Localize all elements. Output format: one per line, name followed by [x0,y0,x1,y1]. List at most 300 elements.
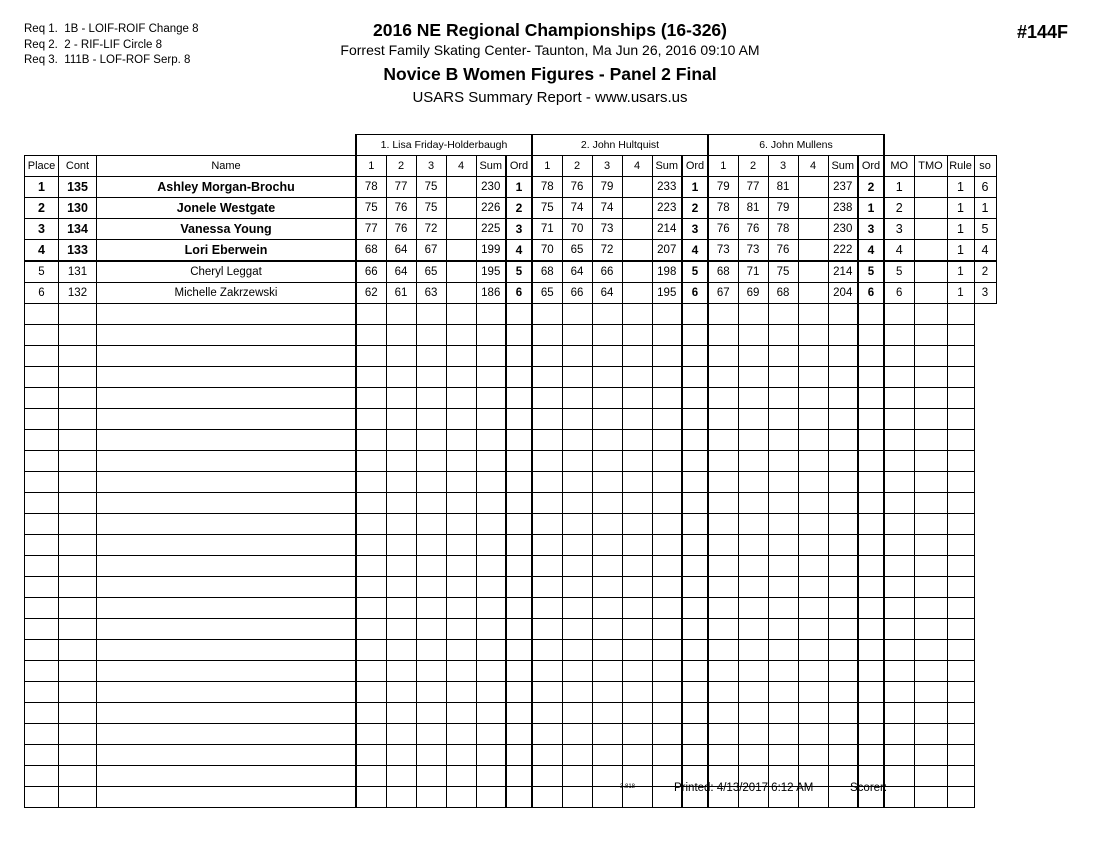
blank-cell [682,619,708,640]
blank-cell [532,682,562,703]
blank-cell [25,493,59,514]
cell-mo: 2 [884,198,914,219]
blank-cell [708,619,738,640]
blank-cell [708,556,738,577]
blank-cell [562,367,592,388]
results-table-wrap [24,134,997,808]
cell-judge1-ord: 4 [506,240,532,262]
blank-cell [682,325,708,346]
footer-printed: Printed: 4/13/2017 6:12 AM [674,782,814,794]
blank-cell [622,661,652,682]
blank-cell [446,472,476,493]
blank-cell [622,640,652,661]
blank-cell [446,514,476,535]
blank-cell [738,640,768,661]
cell-cont: 133 [59,240,97,262]
header-j1-sum: Sum [476,156,506,177]
blank-cell [592,661,622,682]
spacer-cell [884,135,914,156]
blank-rows [25,304,997,808]
blank-cell [738,745,768,766]
blank-cell [532,598,562,619]
blank-cell [562,661,592,682]
blank-cell [708,367,738,388]
blank-cell [506,367,532,388]
blank-row [25,304,997,325]
blank-cell [592,367,622,388]
cell-judge2-ord: 6 [682,283,708,304]
header-j1-ord: Ord [506,156,532,177]
blank-cell [356,556,386,577]
header-j2-ord: Ord [682,156,708,177]
blank-cell [798,724,828,745]
blank-cell [506,787,532,808]
blank-cell [506,430,532,451]
blank-cell [768,472,798,493]
cell-judge3-ord: 3 [858,219,884,240]
blank-cell [562,556,592,577]
report-subtitle: USARS Summary Report - www.usars.us [412,89,688,106]
blank-cell [798,430,828,451]
cell-judge3-score2: 73 [738,240,768,262]
blank-cell [59,304,97,325]
blank-cell [532,304,562,325]
blank-cell [652,556,682,577]
blank-cell [592,556,622,577]
blank-cell [682,703,708,724]
blank-cell [738,304,768,325]
header-j1-s4: 4 [446,156,476,177]
cell-judge2-ord: 2 [682,198,708,219]
blank-cell [828,367,858,388]
blank-cell [768,451,798,472]
blank-cell [884,745,914,766]
cell-rule: 1 [947,261,974,283]
blank-row [25,598,997,619]
blank-cell [768,619,798,640]
blank-cell [652,619,682,640]
cell-judge2-score2: 64 [562,261,592,283]
blank-cell [59,388,97,409]
blank-cell [476,703,506,724]
blank-cell [562,619,592,640]
header-j2-s3: 3 [592,156,622,177]
blank-row [25,472,997,493]
cell-name: Lori Eberwein [97,240,357,262]
blank-cell [446,535,476,556]
cell-judge3-ord: 6 [858,283,884,304]
blank-cell [798,346,828,367]
cell-judge1-score2: 64 [386,261,416,283]
header-j3-sum: Sum [828,156,858,177]
blank-cell [386,724,416,745]
blank-cell [708,409,738,430]
cell-judge1-score1: 77 [356,219,386,240]
blank-cell [446,430,476,451]
blank-cell [682,577,708,598]
cell-judge3-score3: 81 [768,177,798,198]
blank-cell [386,661,416,682]
blank-cell [828,619,858,640]
blank-cell [914,787,947,808]
cell-judge2-ord: 3 [682,219,708,240]
blank-cell [25,766,59,787]
blank-cell [884,430,914,451]
blank-cell [59,598,97,619]
blank-cell [532,619,562,640]
blank-cell [446,556,476,577]
blank-row [25,514,997,535]
blank-cell [386,619,416,640]
blank-cell [446,787,476,808]
cell-judge1-score3: 72 [416,219,446,240]
blank-cell [386,472,416,493]
blank-cell [386,682,416,703]
blank-cell [476,745,506,766]
blank-cell [652,304,682,325]
blank-cell [446,703,476,724]
blank-cell [446,745,476,766]
blank-cell [476,472,506,493]
blank-cell [386,451,416,472]
cell-judge3-sum: 237 [828,177,858,198]
blank-cell [914,430,947,451]
cell-judge2-score1: 75 [532,198,562,219]
blank-cell [708,304,738,325]
cell-judge1-score1: 62 [356,283,386,304]
blank-cell [562,535,592,556]
blank-cell [476,346,506,367]
blank-cell [25,451,59,472]
blank-cell [828,451,858,472]
blank-cell [828,493,858,514]
blank-cell [622,619,652,640]
spacer-cell [974,135,996,156]
judge-2-label: 2. John Hultquist [532,135,708,156]
blank-row [25,388,997,409]
blank-cell [768,598,798,619]
blank-cell [682,409,708,430]
blank-cell [858,619,884,640]
cell-judge1-score2: 77 [386,177,416,198]
blank-cell [798,619,828,640]
blank-cell [914,745,947,766]
blank-cell [476,388,506,409]
blank-cell [947,451,974,472]
blank-cell [682,682,708,703]
blank-cell [97,304,357,325]
blank-cell [652,472,682,493]
blank-cell [768,640,798,661]
blank-cell [738,514,768,535]
blank-cell [562,766,592,787]
blank-cell [592,451,622,472]
footer-code: 3.818 [620,784,636,790]
header-j2-s4: 4 [622,156,652,177]
blank-cell [947,787,974,808]
blank-cell [506,682,532,703]
blank-cell [446,661,476,682]
cell-judge1-score4 [446,219,476,240]
cell-judge3-score1: 79 [708,177,738,198]
cell-judge1-score4 [446,283,476,304]
blank-cell [622,367,652,388]
cell-judge3-score2: 76 [738,219,768,240]
blank-cell [884,304,914,325]
blank-cell [476,682,506,703]
cell-tmo [914,261,947,283]
cell-judge2-sum: 207 [652,240,682,262]
blank-cell [446,640,476,661]
blank-cell [25,409,59,430]
blank-cell [506,661,532,682]
cell-mo: 3 [884,219,914,240]
blank-cell [708,682,738,703]
cell-place: 2 [25,198,59,219]
blank-cell [562,388,592,409]
blank-cell [914,388,947,409]
blank-cell [25,745,59,766]
blank-cell [506,556,532,577]
blank-cell [652,640,682,661]
blank-cell [446,766,476,787]
blank-cell [446,304,476,325]
footer-scorer: Scorer: [850,782,888,794]
blank-cell [738,598,768,619]
blank-cell [708,661,738,682]
spacer-cell [97,135,357,156]
blank-cell [592,388,622,409]
cell-judge2-ord: 1 [682,177,708,198]
blank-cell [622,451,652,472]
blank-cell [828,556,858,577]
blank-cell [682,745,708,766]
cell-rule: 1 [947,240,974,262]
blank-cell [386,325,416,346]
blank-cell [446,346,476,367]
cell-judge2-score4 [622,261,652,283]
blank-cell [532,556,562,577]
blank-cell [828,472,858,493]
blank-cell [914,472,947,493]
blank-cell [828,745,858,766]
blank-cell [682,661,708,682]
blank-cell [738,493,768,514]
blank-cell [652,325,682,346]
cell-cont: 132 [59,283,97,304]
blank-cell [25,367,59,388]
blank-cell [97,409,357,430]
blank-cell [356,787,386,808]
blank-cell [562,430,592,451]
cell-mo: 4 [884,240,914,262]
blank-cell [386,409,416,430]
blank-cell [446,388,476,409]
cell-judge1-score4 [446,240,476,262]
cell-judge3-score1: 73 [708,240,738,262]
competition-title: 2016 NE Regional Championships (16-326) [373,20,727,40]
blank-cell [798,388,828,409]
cell-judge3-score2: 71 [738,261,768,283]
blank-cell [652,409,682,430]
blank-cell [622,724,652,745]
blank-cell [858,493,884,514]
blank-cell [858,556,884,577]
blank-cell [708,388,738,409]
blank-cell [416,430,446,451]
blank-cell [476,430,506,451]
blank-cell [708,535,738,556]
header-j3-ord: Ord [858,156,884,177]
blank-cell [386,346,416,367]
event-title: Novice B Women Figures - Panel 2 Final [383,64,717,84]
blank-cell [768,430,798,451]
blank-cell [652,661,682,682]
cell-judge2-score4 [622,219,652,240]
blank-cell [356,409,386,430]
blank-row [25,619,997,640]
blank-cell [446,451,476,472]
cell-judge1-score4 [446,261,476,283]
blank-cell [592,787,622,808]
results-rows [25,177,997,304]
blank-cell [622,325,652,346]
cell-judge3-ord: 5 [858,261,884,283]
blank-cell [914,367,947,388]
blank-cell [798,703,828,724]
blank-cell [738,472,768,493]
spacer-cell [914,135,947,156]
blank-cell [562,409,592,430]
blank-cell [416,388,446,409]
blank-cell [682,346,708,367]
cell-judge2-sum: 195 [652,283,682,304]
blank-cell [97,766,357,787]
blank-cell [476,598,506,619]
header-cont: Cont [59,156,97,177]
cell-so: 6 [974,177,996,198]
blank-cell [356,745,386,766]
blank-cell [592,472,622,493]
blank-cell [768,493,798,514]
blank-cell [532,472,562,493]
blank-cell [386,388,416,409]
blank-cell [562,325,592,346]
blank-cell [828,640,858,661]
blank-row [25,367,997,388]
blank-cell [828,703,858,724]
blank-cell [884,787,914,808]
table-row [25,198,997,219]
blank-cell [884,451,914,472]
cell-judge2-score1: 78 [532,177,562,198]
blank-cell [738,577,768,598]
blank-cell [97,787,357,808]
blank-cell [59,703,97,724]
cell-judge3-score3: 76 [768,240,798,262]
cell-judge1-sum: 225 [476,219,506,240]
blank-cell [592,535,622,556]
blank-cell [652,724,682,745]
blank-cell [858,388,884,409]
blank-cell [708,346,738,367]
blank-cell [25,472,59,493]
blank-cell [622,388,652,409]
cell-judge3-score4 [798,219,828,240]
cell-judge3-sum: 230 [828,219,858,240]
requirement-line: Req 3. 111B - LOF-ROF Serp. 8 [24,54,191,66]
blank-cell [562,598,592,619]
blank-cell [446,682,476,703]
blank-cell [798,325,828,346]
cell-judge1-score1: 68 [356,240,386,262]
blank-cell [592,682,622,703]
blank-cell [798,451,828,472]
blank-cell [592,430,622,451]
blank-cell [947,619,974,640]
blank-cell [622,430,652,451]
blank-cell [884,388,914,409]
blank-cell [652,430,682,451]
blank-cell [738,703,768,724]
blank-row [25,325,997,346]
blank-cell [622,535,652,556]
blank-cell [59,724,97,745]
cell-judge1-score3: 65 [416,261,446,283]
blank-cell [476,514,506,535]
blank-cell [947,682,974,703]
blank-cell [947,556,974,577]
blank-cell [416,304,446,325]
blank-cell [682,367,708,388]
blank-cell [476,493,506,514]
blank-cell [59,409,97,430]
blank-row [25,535,997,556]
cell-judge3-score2: 81 [738,198,768,219]
blank-row [25,430,997,451]
cell-judge3-score2: 77 [738,177,768,198]
blank-cell [356,367,386,388]
blank-cell [562,682,592,703]
cell-judge2-score2: 66 [562,283,592,304]
blank-cell [506,493,532,514]
cell-judge1-score1: 66 [356,261,386,283]
blank-cell [708,577,738,598]
blank-cell [386,577,416,598]
cell-judge3-score3: 75 [768,261,798,283]
blank-cell [416,535,446,556]
blank-cell [532,577,562,598]
cell-judge1-score3: 75 [416,198,446,219]
blank-cell [386,493,416,514]
blank-cell [708,514,738,535]
blank-cell [828,724,858,745]
cell-judge1-score2: 76 [386,198,416,219]
blank-cell [858,661,884,682]
blank-cell [25,346,59,367]
blank-cell [828,430,858,451]
blank-cell [97,745,357,766]
header-so: so [974,156,996,177]
blank-cell [652,703,682,724]
blank-cell [356,640,386,661]
blank-cell [914,535,947,556]
blank-cell [858,346,884,367]
cell-so: 5 [974,219,996,240]
blank-cell [682,472,708,493]
cell-judge1-ord: 2 [506,198,532,219]
header-j1-s2: 2 [386,156,416,177]
